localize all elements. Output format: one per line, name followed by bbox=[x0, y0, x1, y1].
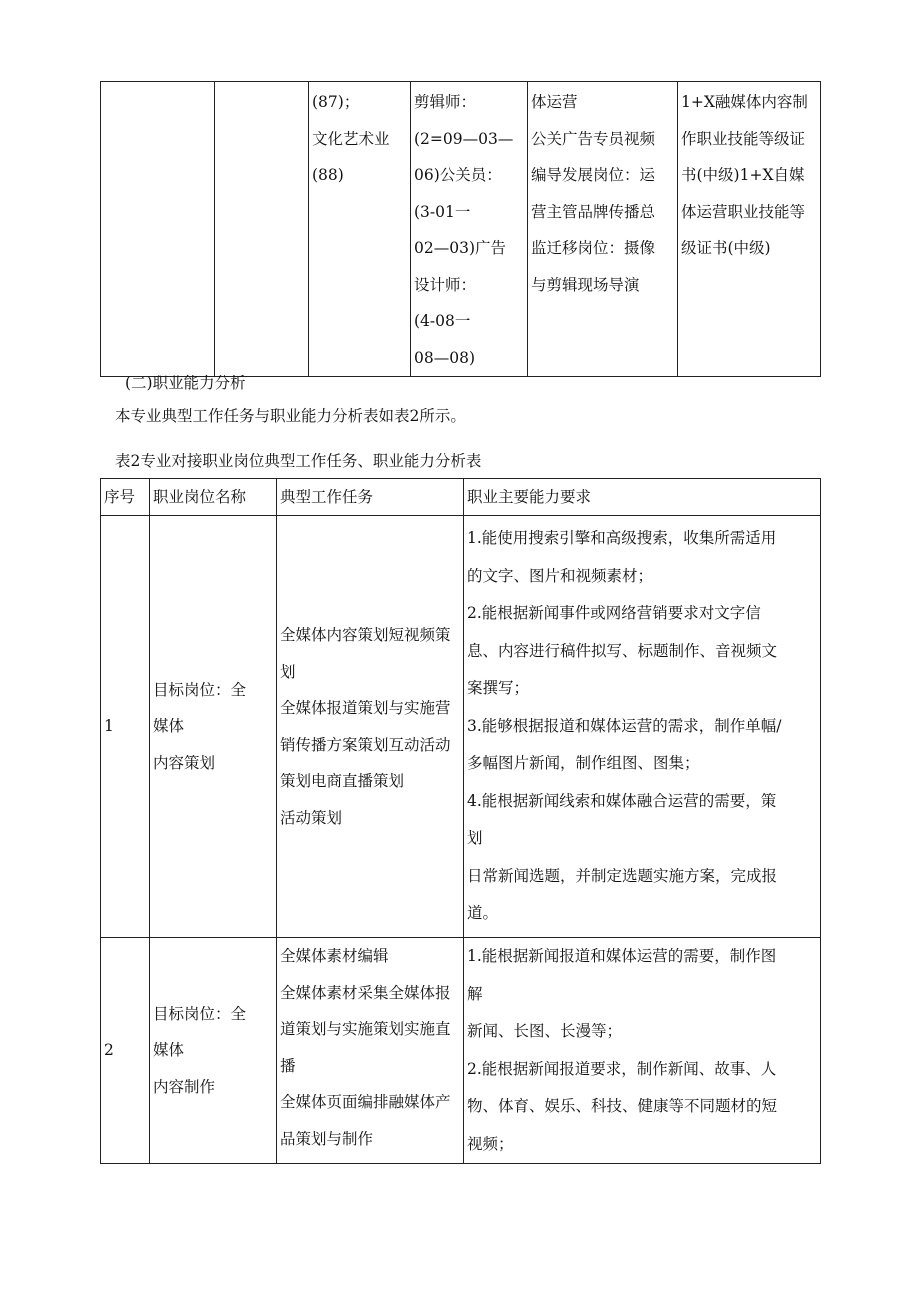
requirement-line: 的文字、图片和视频素材； bbox=[467, 566, 654, 585]
position-line: 目标岗位：全 bbox=[153, 680, 247, 699]
position-line: 内容制作 bbox=[153, 1077, 216, 1096]
requirement-line: 物、体育、娱乐、科技、健康等不同题材的短 bbox=[467, 1097, 778, 1115]
task-line: 划 bbox=[280, 662, 296, 681]
intro-paragraph: 本专业典型工作任务与职业能力分析表如表2所示。 bbox=[115, 407, 466, 425]
requirement-line: 1.能使用搜索引擎和高级搜索，收集所需适用 bbox=[467, 529, 777, 548]
row-requirements bbox=[464, 938, 821, 1164]
career-mapping-table-continuation bbox=[100, 81, 821, 377]
requirement-line: 案撰写； bbox=[467, 679, 530, 698]
header-tasks: 典型工作任务 bbox=[277, 479, 464, 516]
row-tasks bbox=[277, 938, 464, 1164]
task-line: 活动策划 bbox=[280, 808, 343, 827]
task-line: 销传播方案策划互动活动 bbox=[280, 735, 451, 754]
table1-industry-line: (87)； bbox=[312, 93, 360, 111]
task-line: 全媒体素材编辑 bbox=[280, 947, 389, 965]
table1-occupation-line: 06)公关员： bbox=[414, 166, 502, 184]
table1-occupation-line: 08—08) bbox=[414, 348, 475, 367]
table1-cell-industry bbox=[309, 82, 411, 377]
requirement-line: 2.能根据新闻报道要求，制作新闻、故事、人 bbox=[467, 1059, 777, 1078]
task-line: 全媒体页面编排融媒体产 bbox=[280, 1093, 451, 1111]
requirement-line: 息、内容进行稿件拟写、标题制作、音视频文 bbox=[467, 641, 778, 660]
table1-occupation-line: 剪辑师： bbox=[414, 93, 477, 111]
requirement-line: 2.能根据新闻事件或网络营销要求对文字信 bbox=[467, 604, 761, 623]
task-line: 全媒体内容策划短视频策 bbox=[280, 626, 451, 644]
table1-positions-line: 公关广告专员视频 bbox=[531, 129, 656, 148]
table1-positions-line: 体运营 bbox=[531, 93, 578, 111]
table-caption: 表2专业对接职业岗位典型工作任务、职业能力分析表 bbox=[115, 452, 482, 470]
table1-occupation-line: (3-01一 bbox=[414, 202, 471, 221]
table1-positions-line: 编导发展岗位：运 bbox=[531, 166, 656, 184]
table1-cell-certificates bbox=[678, 82, 821, 377]
row-position bbox=[150, 938, 277, 1164]
position-line: 内容策划 bbox=[153, 753, 216, 772]
table1-cell-col2 bbox=[215, 82, 309, 377]
table1-positions-line: 监迁移岗位：摄像 bbox=[531, 239, 656, 257]
table1-industry-line: (88) bbox=[312, 166, 344, 184]
requirement-line: 1.能根据新闻报道和媒体运营的需要，制作图 bbox=[467, 947, 777, 965]
task-line: 全媒体报道策划与实施营 bbox=[280, 699, 451, 717]
table-row bbox=[101, 938, 821, 1164]
header-position: 职业岗位名称 bbox=[150, 479, 277, 516]
requirement-line: 视频； bbox=[467, 1134, 514, 1153]
requirement-line: 道。 bbox=[467, 904, 499, 923]
task-line: 播 bbox=[280, 1056, 296, 1075]
task-line: 道策划与实施策划实施直 bbox=[280, 1020, 451, 1038]
table1-certificates-line: 1+X融媒体内容制 bbox=[681, 93, 808, 111]
table1-certificates-line: 体运营职业技能等 bbox=[681, 202, 806, 221]
position-line: 媒体 bbox=[153, 1041, 185, 1060]
table-row bbox=[101, 516, 821, 938]
task-line: 全媒体素材采集全媒体报 bbox=[280, 983, 451, 1002]
table1-occupation-line: 设计师： bbox=[414, 275, 477, 294]
task-line: 策划电商直播策划 bbox=[280, 772, 405, 790]
requirement-line: 3.能够根据报道和媒体运营的需求，制作单幅/ bbox=[467, 716, 782, 735]
requirement-line: 日常新闻选题，并制定选题实施方案，完成报 bbox=[467, 866, 778, 885]
table-header-row bbox=[101, 479, 821, 516]
table1-cell-occupation bbox=[411, 82, 528, 377]
position-line: 媒体 bbox=[153, 717, 185, 736]
table1-occupation-line: (2=09—03— bbox=[414, 129, 514, 148]
row-position bbox=[150, 516, 277, 938]
row-index: 1 bbox=[101, 516, 150, 938]
requirement-line: 解 bbox=[467, 984, 483, 1003]
table1-positions-line: 营主管品牌传播总 bbox=[531, 202, 656, 221]
requirement-line: 4.能根据新闻线索和媒体融合运营的需要，策 bbox=[467, 791, 777, 810]
row-requirements bbox=[464, 516, 821, 938]
table1-occupation-line: 02—03)广告 bbox=[414, 239, 506, 257]
table-row bbox=[101, 82, 821, 377]
requirement-line: 新闻、长图、长漫等； bbox=[467, 1022, 623, 1040]
table1-cell-positions bbox=[528, 82, 678, 377]
table1-industry-line: 文化艺术业 bbox=[312, 129, 390, 148]
row-tasks bbox=[277, 516, 464, 938]
position-line: 目标岗位：全 bbox=[153, 1004, 247, 1023]
task-line: 品策划与制作 bbox=[280, 1129, 374, 1148]
header-requirements: 职业主要能力要求 bbox=[464, 479, 821, 516]
table1-positions-line: 与剪辑现场导演 bbox=[531, 275, 640, 294]
header-index: 序号 bbox=[101, 479, 150, 516]
section-heading: (二)职业能力分析 bbox=[125, 374, 246, 392]
row-index: 2 bbox=[101, 938, 150, 1164]
table1-certificates-line: 书(中级)1+X自媒 bbox=[681, 166, 805, 184]
requirement-line: 多幅图片新闻，制作组图、图集； bbox=[467, 754, 700, 773]
table1-occupation-line: (4-08一 bbox=[414, 312, 471, 330]
table1-certificates-line: 级证书(中级) bbox=[681, 239, 771, 257]
requirement-line: 划 bbox=[467, 829, 483, 848]
ability-analysis-table bbox=[100, 478, 821, 1164]
table1-certificates-line: 作职业技能等级证 bbox=[681, 129, 806, 148]
table1-cell-col1 bbox=[101, 82, 215, 377]
